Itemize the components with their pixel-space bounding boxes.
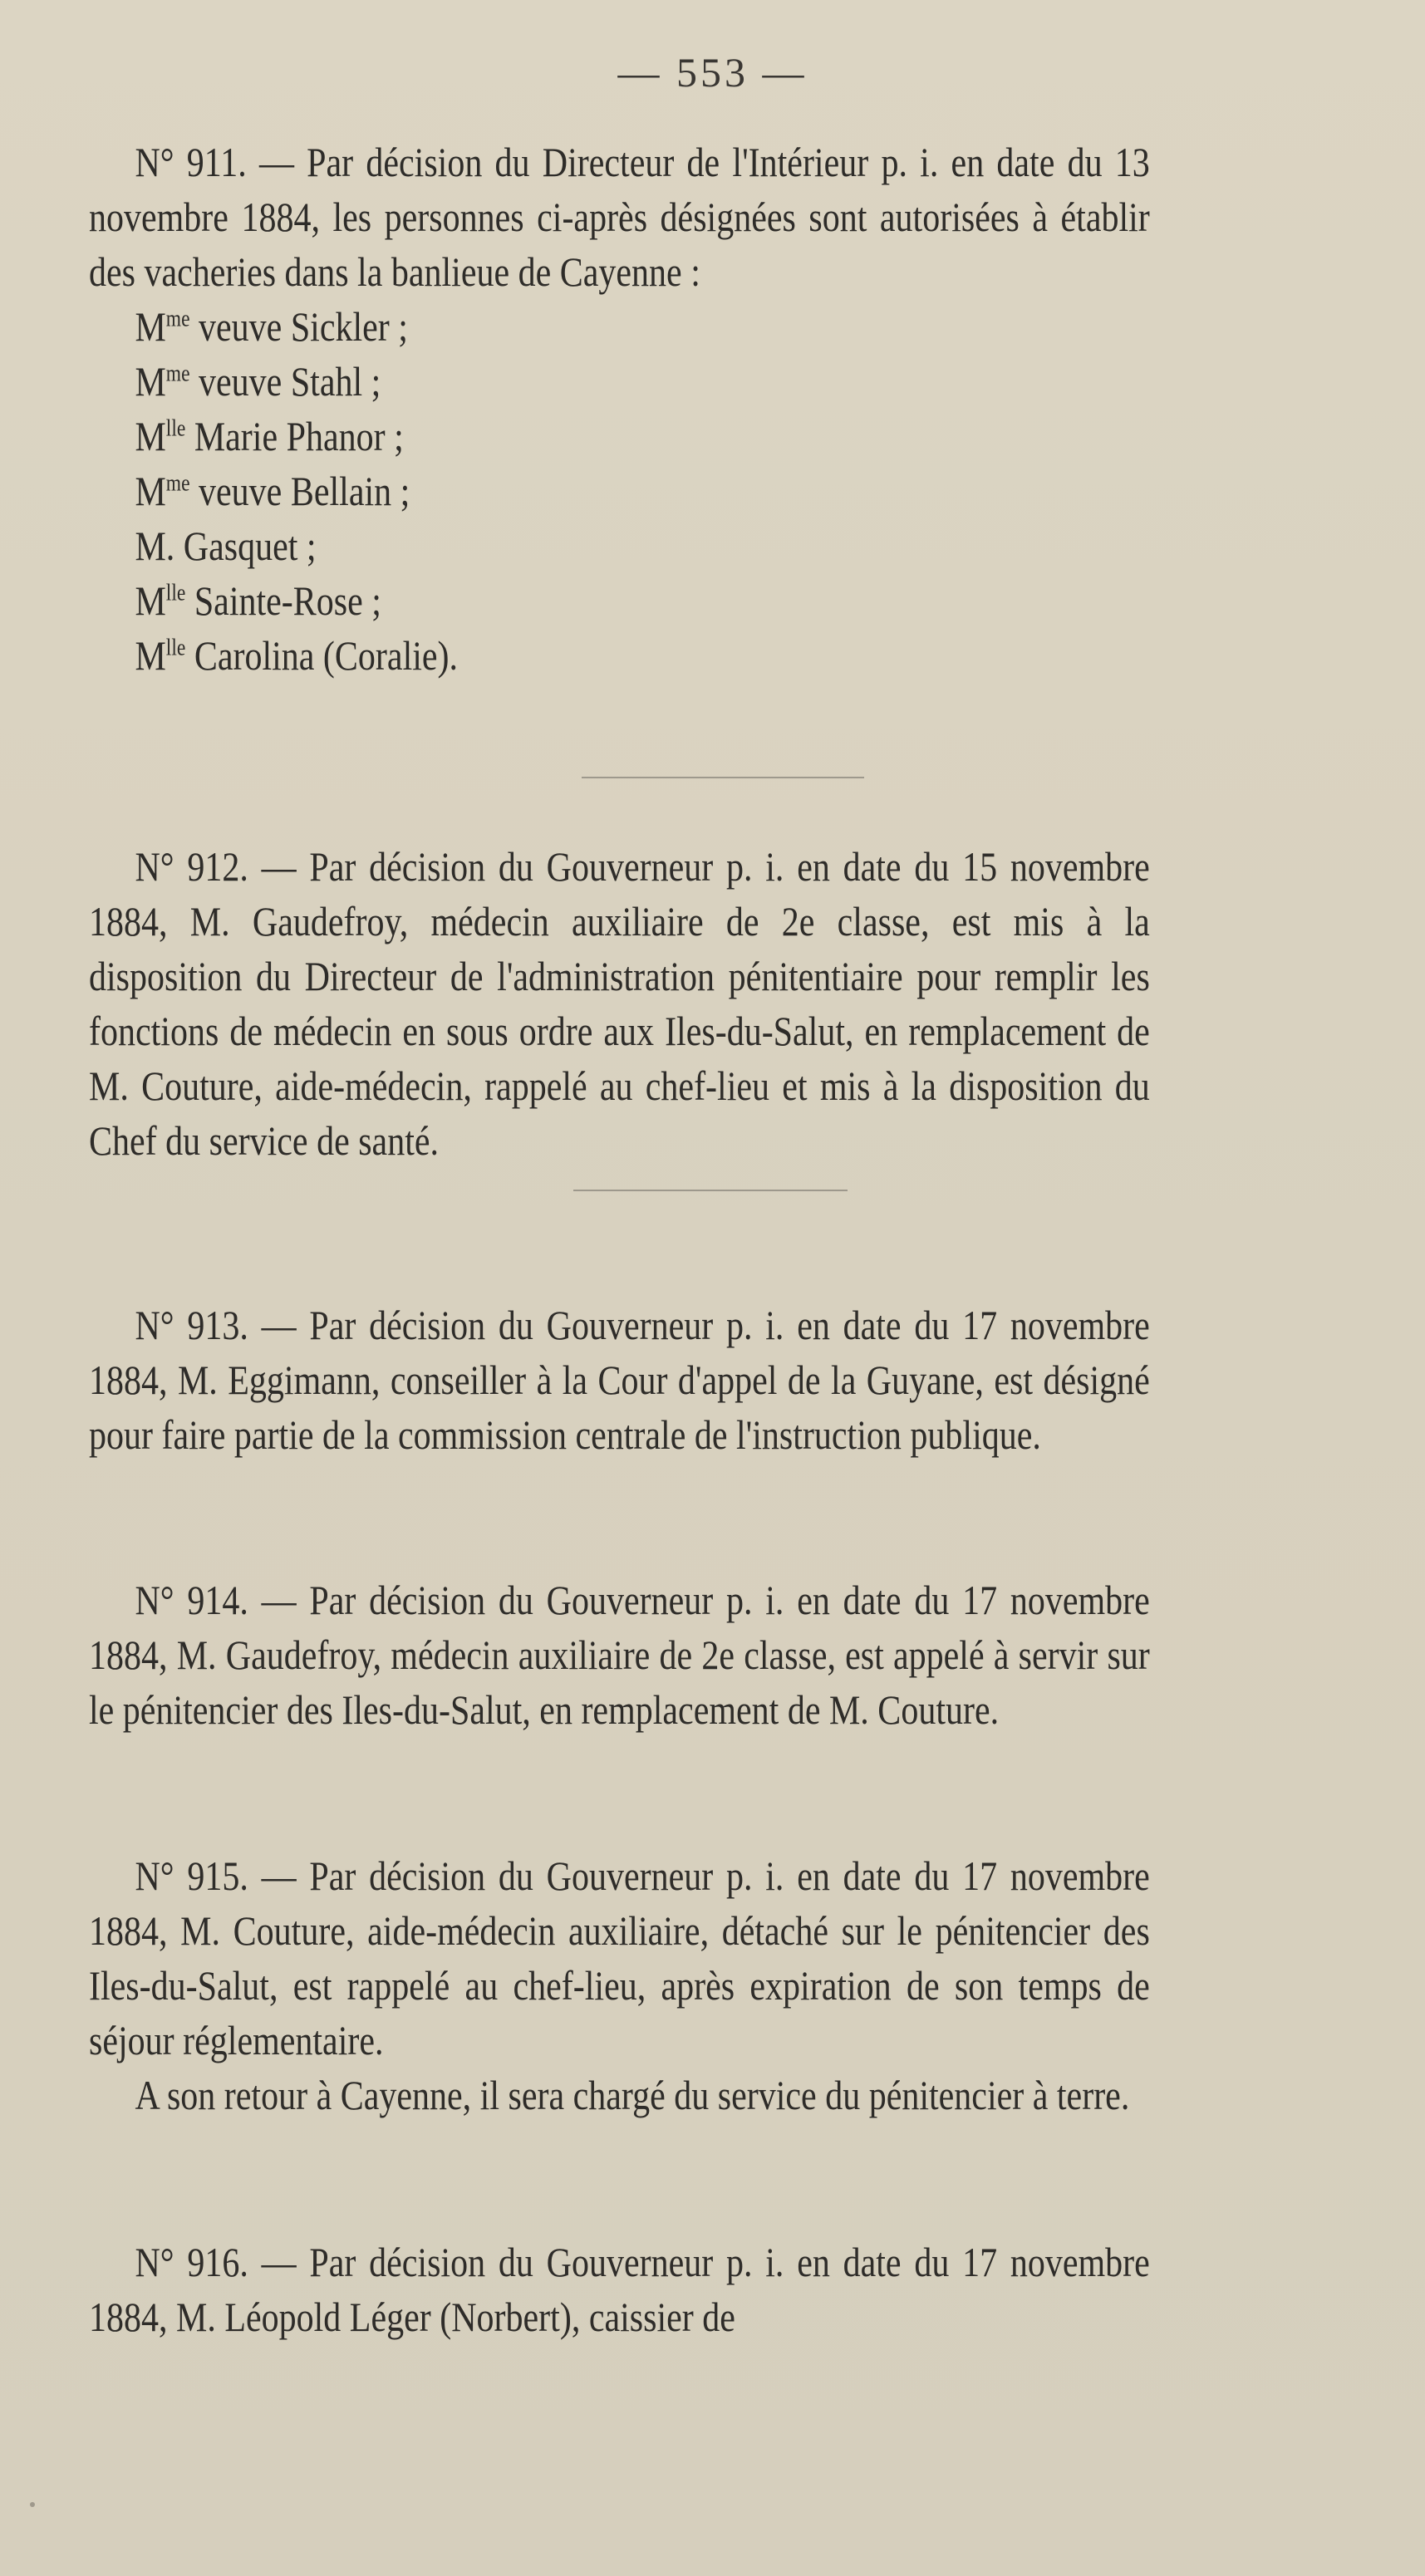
page-number: — 553 — bbox=[617, 49, 808, 96]
person-title: M bbox=[135, 413, 166, 459]
person-name: veuve Stahl ; bbox=[189, 358, 381, 405]
person-item bbox=[89, 518, 1150, 573]
entry-914-text: N° 914. — Par décision du Gouverneur p. i. en date du 17 novembre 1884, M. Gaudefroy, médecin auxiliaire de 2e classe, est appelé à servir sur le pénitencier des Iles-du-Salut, en remplacement de M. Couture. bbox=[89, 1577, 1150, 1733]
person-title: M bbox=[135, 358, 166, 405]
entry-914 bbox=[89, 1573, 1150, 1737]
entry-911-text: N° 911. — Par décision du Directeur de l'Intérieur p. i. en date du 13 novembre 1884, les personnes ci-après désignées sont autorisées à établir des vacheries dans la banlieue de Cayenne : bbox=[89, 139, 1150, 295]
entry-915-text: N° 915. — Par décision du Gouverneur p. i. en date du 17 novembre 1884, M. Couture, aide-médecin auxiliaire, détaché sur le pénitencier des Iles-du-Salut, est rappelé au chef-lieu, après expiration de son temps de séjour réglementaire. bbox=[89, 1852, 1150, 2063]
separator-rule bbox=[582, 777, 864, 778]
entry-912 bbox=[89, 839, 1150, 1168]
person-title-sup: me bbox=[165, 470, 190, 497]
person-title: M. bbox=[135, 523, 175, 569]
entry-916 bbox=[89, 2235, 1150, 2344]
person-title-sup: lle bbox=[165, 635, 186, 661]
person-title-sup: lle bbox=[165, 415, 186, 442]
entry-915-text-2: A son retour à Cayenne, il sera chargé du service du pénitencier à terre. bbox=[135, 2072, 1130, 2118]
person-title-sup: me bbox=[165, 361, 190, 387]
person-item bbox=[89, 409, 1150, 464]
person-title-sup: lle bbox=[165, 580, 186, 606]
person-name: Sainte-Rose ; bbox=[185, 577, 381, 624]
entry-912-text: N° 912. — Par décision du Gouverneur p. i. en date du 15 novembre 1884, M. Gaudefroy, médecin auxiliaire de 2e classe, est mis à la disposition du Directeur de l'administration pénitentiaire pour remplir les fonctions de médecin en sous ordre aux Iles-du-Salut, en remplacement de M. Couture, aide-médecin, rappelé au chef-lieu et mis à la disposition du Chef du service de santé. bbox=[89, 843, 1150, 1164]
person-item bbox=[89, 628, 1150, 683]
entry-916-text: N° 916. — Par décision du Gouverneur p. i. en date du 17 novembre 1884, M. Léopold Léger (Norbert), caissier de bbox=[89, 2239, 1150, 2340]
separator-rule bbox=[573, 1190, 848, 1191]
person-name: veuve Bellain ; bbox=[189, 468, 410, 514]
entry-913 bbox=[89, 1298, 1150, 1462]
person-title-sup: me bbox=[165, 306, 190, 332]
person-title: M bbox=[135, 468, 166, 514]
person-name: veuve Sickler ; bbox=[189, 303, 408, 350]
person-item bbox=[89, 464, 1150, 518]
person-title: M bbox=[135, 632, 166, 679]
entry-913-text: N° 913. — Par décision du Gouverneur p. i. en date du 17 novembre 1884, M. Eggimann, conseiller à la Cour d'appel de la Guyane, est désigné pour faire partie de la commission centrale de l'instruction publique. bbox=[89, 1302, 1150, 1458]
person-item bbox=[89, 299, 1150, 354]
person-name: Carolina (Coralie). bbox=[185, 632, 459, 679]
person-item bbox=[89, 573, 1150, 628]
person-title: M bbox=[135, 303, 166, 350]
entry-911 bbox=[89, 135, 1150, 683]
paper-speck bbox=[30, 2502, 35, 2507]
person-title: M bbox=[135, 577, 166, 624]
person-name: Gasquet ; bbox=[174, 523, 317, 569]
person-name: Marie Phanor ; bbox=[185, 413, 404, 459]
persons-list bbox=[89, 299, 1150, 683]
entry-915 bbox=[89, 1848, 1150, 2122]
person-item bbox=[89, 354, 1150, 409]
